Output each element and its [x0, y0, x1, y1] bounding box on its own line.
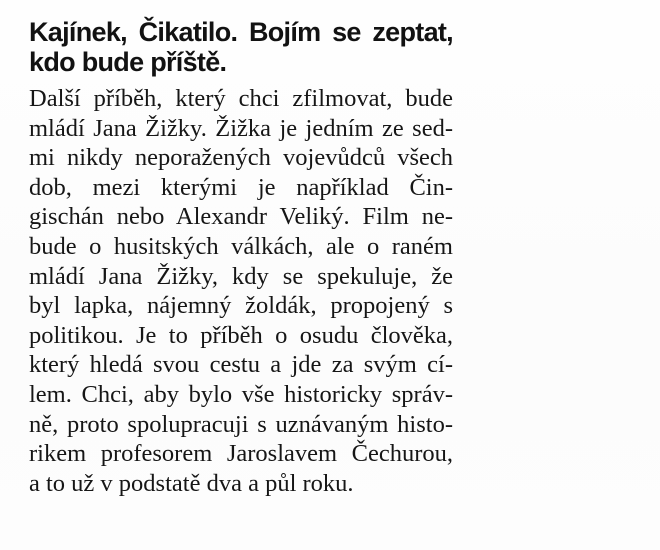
body-line: mládí Jana Žižky. Žižka je jedním ze sed- — [29, 114, 453, 142]
body-line: a to už v podstatě dva a půl roku. — [29, 469, 354, 497]
headline-line: Kajínek, Čikatilo. Bojím se zeptat, — [29, 17, 453, 47]
body-line: lem. Chci, aby bylo vše historicky správ- — [29, 380, 453, 408]
article-column — [29, 17, 453, 498]
body-line: byl lapka, nájemný žoldák, propojený s — [29, 292, 453, 320]
body-line: gischán nebo Alexandr Veliký. Film ne- — [29, 203, 453, 231]
body-line: rikem profesorem Jaroslavem Čechurou, — [29, 440, 453, 468]
body-line: dob, mezi kterými je například Čin- — [29, 173, 453, 201]
body-line: Další příběh, který chci zfilmovat, bude — [29, 85, 453, 112]
body-line: mládí Jana Žižky, kdy se spekuluje, že — [29, 262, 453, 290]
body-line: politikou. Je to příběh o osudu člověka, — [29, 321, 453, 349]
body-line: který hledá svou cestu a jde za svým cí- — [29, 351, 453, 379]
body-line: bude o husitských válkách, ale o raném — [29, 232, 453, 260]
article-headline — [29, 17, 453, 77]
body-line: ně, proto spolupracuji s uznávaným histo- — [29, 410, 453, 438]
headline-line: kdo bude příště. — [29, 47, 227, 77]
article-body — [29, 84, 453, 498]
body-line: mi nikdy neporažených vojevůdců všech — [29, 144, 453, 172]
